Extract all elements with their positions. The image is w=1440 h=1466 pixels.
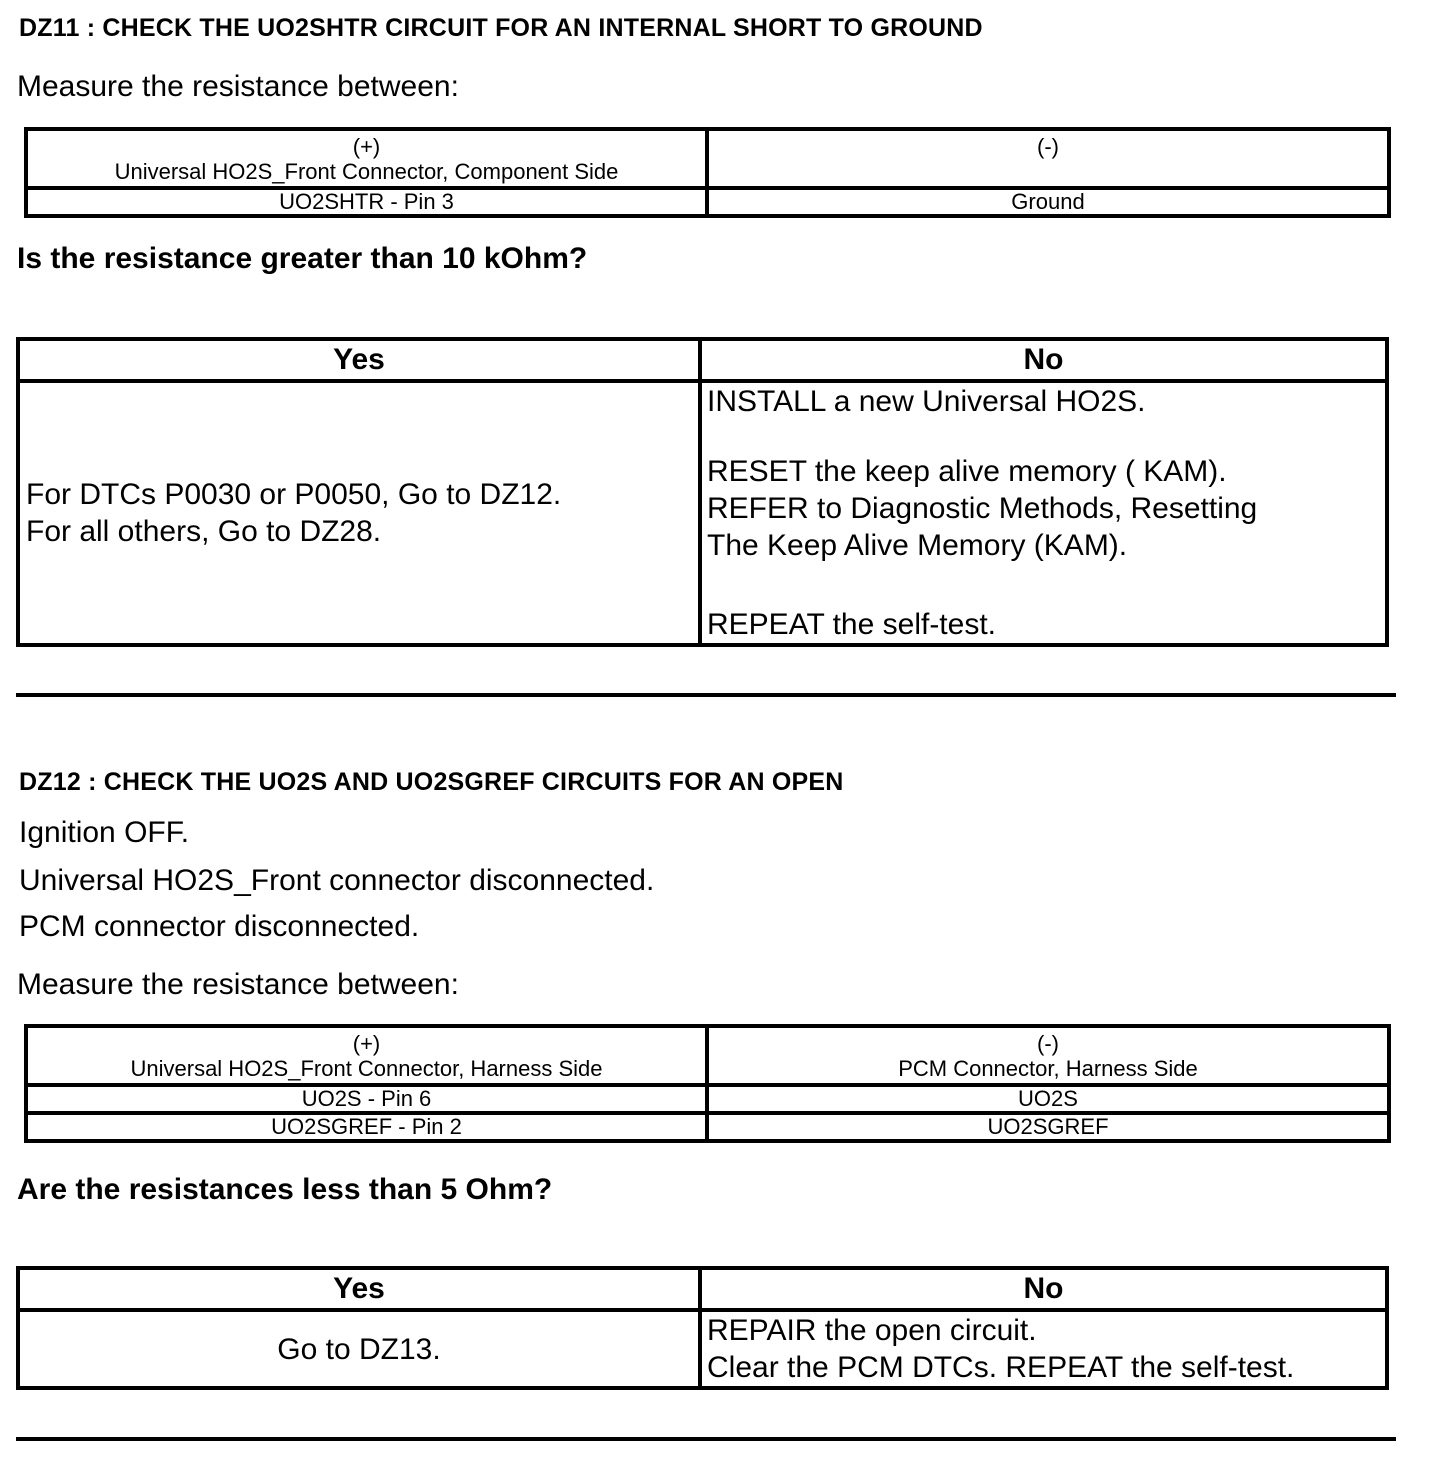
dz11-row-minus: Ground bbox=[707, 188, 1389, 216]
dz12-row-1-plus: UO2S - Pin 6 bbox=[26, 1085, 707, 1113]
dz11-no-line-4: The Keep Alive Memory (KAM). bbox=[707, 529, 1128, 562]
dz11-measure-table bbox=[24, 127, 1391, 218]
dz12-row-1-minus: UO2S bbox=[707, 1085, 1389, 1113]
plus-symbol: (+) bbox=[352, 1031, 381, 1056]
dz11-yes-line-1: For DTCs P0030 or P0050, Go to DZ12. bbox=[26, 478, 562, 511]
dz11-no-line-2: RESET the keep alive memory ( KAM). bbox=[707, 455, 1227, 488]
section-divider bbox=[16, 693, 1396, 697]
dz11-yes-no-table bbox=[16, 337, 1389, 647]
dz11-yes-action bbox=[18, 381, 700, 645]
dz12-no-action bbox=[700, 1310, 1387, 1388]
minus-connector: PCM Connector, Harness Side bbox=[898, 1056, 1198, 1081]
dz11-no-line-1: INSTALL a new Universal HO2S. bbox=[707, 385, 1146, 418]
dz12-row-2-minus: UO2SGREF bbox=[707, 1113, 1389, 1141]
dz12-measure-table bbox=[24, 1024, 1391, 1143]
dz11-row-plus: UO2SHTR - Pin 3 bbox=[26, 188, 707, 216]
dz12-condition-3: PCM connector disconnected. bbox=[19, 910, 420, 943]
dz12-condition-1: Ignition OFF. bbox=[19, 816, 190, 849]
dz11-plus-header bbox=[26, 129, 707, 188]
dz12-condition-2: Universal HO2S_Front connector disconnected. bbox=[19, 864, 655, 897]
dz12-title: DZ12 : CHECK THE UO2S AND UO2SGREF CIRCUITS FOR AN OPEN bbox=[19, 768, 844, 796]
minus-symbol: (-) bbox=[1037, 1031, 1059, 1056]
dz11-no-line-3: REFER to Diagnostic Methods, Resetting bbox=[707, 492, 1258, 525]
dz12-yes-header: Yes bbox=[18, 1268, 700, 1310]
dz11-title: DZ11 : CHECK THE UO2SHTR CIRCUIT FOR AN INTERNAL SHORT TO GROUND bbox=[19, 14, 983, 42]
dz12-row-2-plus: UO2SGREF - Pin 2 bbox=[26, 1113, 707, 1141]
section-divider bbox=[16, 1437, 1396, 1441]
dz12-yes-no-table bbox=[16, 1266, 1389, 1390]
dz11-yes-header: Yes bbox=[18, 339, 700, 381]
dz12-plus-header bbox=[26, 1026, 707, 1085]
dz12-measure-label: Measure the resistance between: bbox=[17, 968, 459, 1001]
dz11-minus-header bbox=[707, 129, 1389, 188]
dz12-no-header: No bbox=[700, 1268, 1387, 1310]
dz12-minus-header bbox=[707, 1026, 1389, 1085]
dz11-measure-label: Measure the resistance between: bbox=[17, 70, 459, 103]
dz12-yes-action bbox=[18, 1310, 700, 1388]
plus-connector: Universal HO2S_Front Connector, Harness Side bbox=[130, 1056, 603, 1081]
dz11-no-header: No bbox=[700, 339, 1387, 381]
dz12-yes-line-1: Go to DZ13. bbox=[277, 1332, 441, 1366]
minus-symbol: (-) bbox=[1037, 134, 1059, 159]
dz11-no-action bbox=[700, 381, 1387, 645]
dz11-question: Is the resistance greater than 10 kOhm? bbox=[17, 242, 588, 275]
plus-connector: Universal HO2S_Front Connector, Component Side bbox=[114, 159, 619, 184]
plus-symbol: (+) bbox=[352, 134, 381, 159]
dz12-no-line-2: Clear the PCM DTCs. REPEAT the self-test. bbox=[707, 1351, 1295, 1384]
dz11-no-line-5: REPEAT the self-test. bbox=[707, 608, 996, 641]
dz12-question: Are the resistances less than 5 Ohm? bbox=[17, 1173, 553, 1206]
dz11-yes-line-2: For all others, Go to DZ28. bbox=[26, 515, 382, 548]
dz12-no-line-1: REPAIR the open circuit. bbox=[707, 1314, 1037, 1347]
